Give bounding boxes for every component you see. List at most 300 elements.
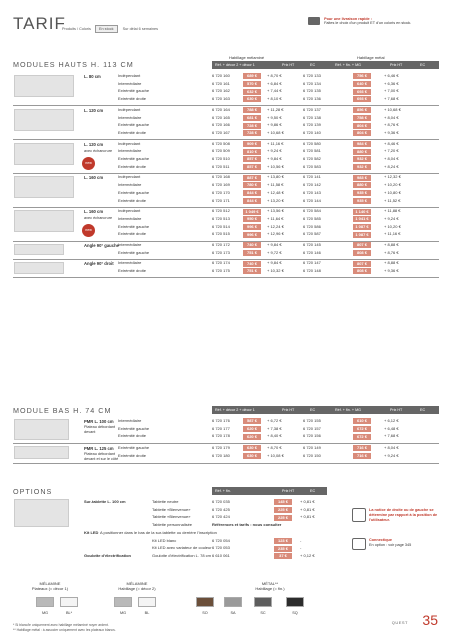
cell-desc: Extrémité droite	[118, 129, 147, 135]
orientation-icon	[352, 508, 366, 522]
cell-desc: Intermédiaire	[118, 80, 142, 86]
cell-ec: + 6,46 €	[384, 73, 399, 78]
color-swatch	[36, 597, 54, 607]
cell-ref: 6 720 508	[212, 140, 230, 146]
plug-icon	[352, 538, 366, 550]
section-title-options: OPTIONS	[13, 487, 53, 496]
swatch-code: SC	[260, 611, 266, 615]
cell-ec: + 8,76 €	[384, 249, 399, 255]
cell-price: 620 €	[243, 434, 261, 440]
color-swatch	[286, 597, 304, 607]
swatch-code: SA	[230, 611, 236, 615]
hdr-prix1: Prix HT	[282, 63, 295, 67]
cell-desc: Extrémité gauche	[118, 445, 150, 451]
hdr-ref1: Réf. + décor 2 + décor 1	[215, 63, 255, 67]
cell-ec: + 9,72 €	[267, 249, 282, 255]
cell-ec: + 9,50 €	[267, 114, 282, 120]
cell-price: 1 140 €	[353, 209, 371, 215]
cell-price: 630 €	[243, 453, 261, 459]
cell-desc: Extrémité droite	[118, 163, 147, 169]
cell-desc: Intermédiaire	[118, 148, 142, 154]
group-sublabel: devant et sur le côté	[84, 457, 119, 462]
option-desc: Kit LED avec variateur de couleur	[152, 545, 212, 551]
table-row	[0, 81, 452, 88]
cell-ec: + 11,28 €	[267, 106, 284, 112]
cell-ec: + 10,68 €	[267, 129, 284, 135]
swatch-code: MG	[41, 611, 49, 615]
delivery-text: Faites le choix d'un produit ET d'un coloris en stock.	[324, 21, 412, 25]
cell-price: 932 €	[353, 164, 371, 170]
cell-ref: 6 720 177	[212, 425, 230, 431]
cell-ec: + 9,36 €	[384, 129, 399, 135]
truck-icon	[308, 17, 320, 25]
cell-desc: Extrémité droite	[118, 268, 147, 274]
table-row	[0, 216, 452, 223]
swatch-code: BL	[144, 611, 150, 615]
cell-ec: + 13,80 €	[267, 174, 284, 180]
table-row	[0, 130, 452, 137]
swatch-group-1-sub: Plateaux (= décor 1)	[31, 586, 69, 591]
cell-ec: + 9,36 €	[384, 268, 399, 274]
cell-ec: + 0,81 €	[300, 499, 315, 504]
table-row	[0, 141, 452, 148]
swatch-group-3-title: MÉTAL**	[261, 581, 279, 586]
cell-ref: 6 720 149	[303, 445, 321, 451]
cell-ref: 6 720 054	[212, 537, 230, 543]
table-row	[0, 88, 452, 95]
cell-price: 672 €	[353, 434, 371, 440]
cell-price: 808 €	[353, 268, 371, 274]
cell-price: 751 €	[243, 250, 261, 256]
page-number: 35	[422, 612, 438, 628]
cell-ref: 6 720 176	[212, 418, 230, 423]
hdr-prix2: Prix HT	[390, 408, 403, 412]
cell-ref: 6 720 140	[303, 129, 321, 135]
cell-ref: 6 720 053	[212, 545, 230, 551]
cell-ec: -	[300, 545, 302, 551]
swatch-group-1-title: MÉLAMINE	[39, 581, 61, 586]
cell-ref: 6 720 160	[212, 73, 230, 78]
group-sublabel: avec échancrure	[84, 216, 113, 221]
cell-ec: + 8,46 €	[384, 140, 399, 146]
cell-ec: + 9,84 €	[267, 156, 282, 161]
hdr-prix2: Prix HT	[390, 63, 403, 67]
cell-ref: 6 720 145	[303, 242, 321, 247]
cell-ec: + 12,24 €	[267, 223, 284, 229]
table-row	[0, 208, 452, 215]
cell-ref: 6 720 164	[212, 106, 230, 112]
cell-ref: 6 720 172	[212, 242, 230, 247]
cell-ref: 6 720 178	[212, 433, 230, 439]
group-label: L. 80 cm	[84, 74, 101, 79]
cell-desc: Extrémité gauche	[118, 88, 150, 94]
table-row	[0, 156, 452, 163]
option-desc: A positionner dans le bas de la sur-tablette ou derrière l'inscription	[100, 529, 217, 535]
option-desc: Goulotte d'électrification L. 78 cm	[152, 552, 212, 558]
cell-ec: + 10,20 €	[384, 223, 401, 229]
cell-ec: + 8,70 €	[267, 445, 282, 451]
cell-ref: 6 610 061	[212, 552, 230, 558]
cell-ref: 6 720 179	[212, 445, 230, 451]
cell-price: 996 €	[243, 224, 261, 230]
color-swatch	[196, 597, 214, 607]
cell-ec: + 9,84 €	[267, 260, 282, 266]
cell-desc: Extrémité gauche	[118, 249, 150, 255]
cell-ec: + 10,08 €	[267, 452, 284, 458]
cell-ref: 6 720 582	[303, 156, 321, 161]
cell-ref: 6 720 035	[212, 499, 230, 504]
cell-ec: + 10,32 €	[267, 268, 284, 274]
cell-ref: 6 720 173	[212, 249, 230, 255]
cell-ref: 6 720 586	[303, 223, 321, 229]
cell-ec: + 9,86 €	[267, 122, 282, 128]
brand-name: QUEST	[391, 620, 408, 625]
info-orientation-text: La notice de droite ou de gauche se détermine par rapport à la position de l'utilisateur.	[369, 508, 438, 522]
cell-ec: + 0,81 €	[300, 506, 315, 512]
table-row	[0, 453, 452, 460]
table-row	[0, 426, 452, 433]
chip-in-stock: En stock	[95, 25, 118, 33]
cell-price: 587 €	[243, 418, 261, 424]
legend-label: Produits / Coloris	[62, 27, 91, 31]
cell-desc: Intermédiaire	[118, 242, 142, 247]
table-row	[0, 190, 452, 197]
option-label: Goulotte d'électrification	[84, 552, 131, 558]
cell-price: 672 €	[353, 426, 371, 432]
cell-ec: + 11,16 €	[384, 231, 401, 237]
section-title-bas: MODULE BAS H. 74 CM	[13, 406, 112, 415]
table-row	[0, 418, 452, 425]
cell-desc: Extrémité gauche	[118, 425, 150, 431]
cell-price: 751 €	[243, 268, 261, 274]
option-desc: Tablette «Bienvenue»	[152, 514, 191, 520]
hdr-ec1: EC	[310, 63, 316, 67]
option-label: Kit LED	[84, 529, 99, 535]
cell-ref: 6 720 138	[303, 114, 321, 120]
cell-price: 804 €	[353, 130, 371, 136]
row-divider	[13, 207, 439, 208]
cell-price: 610 €	[353, 418, 371, 424]
cell-price: 810 €	[243, 149, 261, 155]
hdr-prix: Prix HT	[282, 489, 295, 493]
cell-price: 807 €	[353, 242, 371, 248]
cell-ec: + 7,38 €	[267, 425, 282, 431]
cell-desc: Intermédiaire	[118, 215, 142, 221]
cell-ec: + 7,68 €	[384, 433, 399, 439]
table-row	[0, 250, 452, 257]
table-row	[0, 260, 452, 267]
cell-price: 1 049 €	[243, 209, 261, 215]
swatch-group-2-title: MÉLAMINE	[126, 581, 148, 586]
cell-ref: 6 720 163	[212, 96, 230, 102]
cell-price: 123 €	[274, 538, 292, 544]
cell-price: 37 €	[274, 553, 292, 559]
cell-ref: 6 720 147	[303, 260, 321, 266]
cell-desc: Indépendant	[118, 106, 141, 112]
table-row	[0, 433, 452, 440]
cell-ref: 6 720 174	[212, 260, 230, 266]
cell-price: 570 €	[243, 81, 261, 87]
color-swatch	[254, 597, 272, 607]
group-label: L. 160 cm	[84, 175, 104, 181]
cell-ref: 6 720 167	[212, 129, 230, 135]
cell-ec: + 6,48 €	[384, 425, 399, 431]
col-group-metal: Habillage métal	[357, 55, 385, 60]
swatch-code: SQ	[292, 611, 298, 615]
cell-price: 689 €	[243, 73, 261, 79]
cell-desc: Indépendant	[118, 73, 141, 78]
cell-ref: 6 720 171	[212, 197, 230, 203]
swatch-code: BL*	[65, 611, 73, 615]
cell-ec: + 8,70 €	[267, 73, 282, 78]
cell-price: 880 €	[353, 149, 371, 155]
hdr-ec: EC	[310, 489, 316, 493]
cell-price: 808 €	[353, 250, 371, 256]
info-connectique-title: Connectique	[369, 538, 392, 542]
cell-ec: + 13,56 €	[267, 208, 284, 214]
cell-ref: 6 720 512	[212, 208, 230, 214]
color-swatch	[60, 597, 78, 607]
cell-desc: Indépendant	[118, 208, 141, 214]
cell-price: 693 €	[353, 96, 371, 102]
cell-ec: + 7,68 €	[384, 96, 399, 102]
cell-ref: 6 720 584	[303, 208, 321, 214]
cell-ref: 6 720 157	[303, 425, 321, 431]
cell-price: 728 €	[243, 130, 261, 136]
cell-desc: Extrémité gauche	[118, 223, 150, 229]
cell-desc: Extrémité gauche	[118, 156, 150, 161]
group-label: PMR L. 100 cm	[84, 419, 114, 424]
cell-price: 844 €	[243, 190, 261, 196]
cell-ec: + 0,81 €	[300, 514, 315, 520]
color-swatch	[224, 597, 242, 607]
cell-ec: + 10,20 €	[384, 182, 401, 188]
table-row	[0, 231, 452, 238]
cell-desc: Indépendant	[118, 140, 141, 146]
option-label: Sur-tablette L. 100 cm	[84, 499, 126, 504]
table-row	[0, 530, 452, 537]
cell-price: 632 €	[243, 89, 261, 95]
group-sublabel: Plateau débordant	[84, 425, 116, 429]
cell-ref: 6 720 135	[303, 88, 321, 94]
cell-price: 880 €	[353, 182, 371, 188]
cell-price: 788 €	[243, 107, 261, 113]
cell-ref: 6 720 581	[303, 148, 321, 154]
option-desc: Tablette personnalisée	[152, 522, 193, 528]
cell-ec: + 7,20 €	[384, 148, 399, 154]
cell-price: 225 €	[274, 507, 292, 513]
table-row	[0, 148, 452, 155]
cell-price: 909 €	[243, 141, 261, 147]
cell-desc: Extrémité droite	[118, 231, 147, 237]
table-row	[0, 96, 452, 103]
cell-ec: + 12,96 €	[267, 231, 284, 237]
group-label: L. 120 cm	[84, 141, 104, 147]
cell-ec: + 13,20 €	[267, 197, 284, 203]
cell-ec: -	[300, 537, 302, 543]
product-legend	[62, 25, 158, 33]
group-label: Angle 90° droit	[84, 261, 114, 267]
swatch-group-2-sub: Habillage (= décor 2)	[118, 586, 156, 591]
cell-ref: 6 720 587	[303, 231, 321, 237]
table-row	[0, 198, 452, 205]
cell-ref: 6 720 155	[303, 418, 321, 423]
cell-price: 740 €	[243, 261, 261, 267]
table-row	[0, 107, 452, 114]
cell-price: 225 €	[274, 515, 292, 521]
cell-ref: 6 720 580	[303, 140, 321, 146]
row-divider	[13, 277, 439, 278]
table-row	[0, 164, 452, 171]
swatch-group-1	[30, 581, 70, 591]
cell-ec: + 11,16 €	[267, 140, 284, 146]
cell-ref: 6 720 137	[303, 106, 321, 112]
cell-price: 620 €	[243, 426, 261, 432]
cell-price: 857 €	[243, 164, 261, 170]
cell-ec: + 6,36 €	[384, 80, 399, 86]
cell-price: 630 €	[243, 445, 261, 451]
cell-price: 630 €	[243, 96, 261, 102]
cell-ref: 6 720 133	[303, 73, 321, 78]
swatch-group-3	[245, 581, 295, 591]
chip-6-weeks: Sur délai 6 semaines	[122, 27, 159, 31]
footnote-1: * Si blanc/le uniquement avec habillage mélaminé noyer ardent.	[13, 623, 109, 627]
cell-ref: 6 720 134	[303, 80, 321, 86]
cell-ec: + 9,24 €	[384, 215, 399, 221]
cell-price: 807 €	[353, 261, 371, 267]
cell-desc: Extrémité droite	[118, 96, 147, 102]
cell-price: 1 087 €	[353, 224, 371, 230]
cell-price: 728 €	[243, 123, 261, 129]
swatch-code: SO	[202, 611, 208, 615]
section-title-hauts: MODULES HAUTS H. 113 CM	[13, 60, 134, 69]
cell-price: 640 €	[353, 81, 371, 87]
cell-ref: 6 720 515	[212, 231, 230, 237]
cell-price: 758 €	[353, 115, 371, 121]
table-row	[0, 553, 452, 560]
hdr-ec1: EC	[310, 408, 316, 412]
table-row	[0, 182, 452, 189]
cell-price: 716 €	[353, 453, 371, 459]
color-swatch	[138, 597, 156, 607]
hdr-ref1: Réf. + décor 2 + décor 1	[215, 408, 255, 412]
cell-ec: + 11,88 €	[384, 208, 401, 214]
group-label: Angle 90° gauche	[84, 243, 119, 248]
cell-ref: 6 720 139	[303, 122, 321, 128]
cell-ref: 6 720 142	[303, 182, 321, 188]
cell-ec: + 8,76 €	[384, 122, 399, 128]
cell-ref: 6 720 144	[303, 197, 321, 203]
options-header-bar	[212, 487, 327, 495]
cell-ec: + 12,32 €	[384, 174, 401, 180]
cell-ec: + 11,58 €	[267, 182, 284, 188]
page-title: TARIF	[13, 14, 66, 33]
row-divider	[13, 139, 439, 140]
cell-ref: 6 720 510	[212, 156, 230, 161]
cell-ec: + 6,72 €	[267, 418, 282, 423]
cell-desc: Intermédiaire	[118, 182, 142, 188]
cell-ref: 6 720 585	[303, 215, 321, 221]
table-row	[0, 122, 452, 129]
cell-ec: + 12,48 €	[267, 189, 284, 195]
cell-price: 935 €	[353, 190, 371, 196]
cell-ec: + 8,04 €	[384, 156, 399, 161]
cell-desc: Intermédiaire	[118, 418, 142, 423]
cell-price: 932 €	[353, 156, 371, 162]
cell-ec: + 9,24 €	[384, 452, 399, 458]
col-group-melamine: Habillage mélaminé	[229, 55, 265, 60]
cell-ref: 6 720 166	[212, 122, 230, 128]
cell-ref: 6 720 162	[212, 88, 230, 94]
hdr-ec2: EC	[420, 63, 426, 67]
cell-ref: 6 720 513	[212, 215, 230, 221]
cell-desc: Indépendant	[118, 174, 141, 180]
cell-price: 887 €	[243, 175, 261, 181]
cell-ec: + 9,24 €	[267, 148, 282, 154]
cell-ref: 6 720 143	[303, 189, 321, 195]
cell-ref: 6 720 165	[212, 114, 230, 120]
cell-ec: + 7,44 €	[267, 88, 282, 94]
cell-ec: + 10,80 €	[384, 189, 401, 195]
cell-ec: + 8,04 €	[384, 114, 399, 120]
group-label: L. 160 cm	[84, 209, 104, 215]
table-row	[0, 174, 452, 181]
color-swatch	[114, 597, 132, 607]
cell-ref: 6 720 425	[212, 506, 230, 512]
cell-ref: 6 720 150	[303, 452, 321, 458]
cell-desc: Extrémité droite	[118, 452, 147, 458]
cell-ec: + 8,40 €	[267, 433, 282, 439]
cell-ref: 6 720 180	[212, 452, 230, 458]
cell-ref: 6 720 148	[303, 268, 321, 274]
cell-ref: 6 720 175	[212, 268, 230, 274]
row-divider	[13, 105, 439, 106]
cell-ec: + 8,24 €	[384, 163, 399, 169]
cell-desc: Extrémité droite	[118, 197, 147, 203]
info-connectique-text: En option : voir page 345	[369, 543, 412, 547]
option-desc: Tablette neutre	[152, 499, 179, 504]
hdr-ec2: EC	[420, 408, 426, 412]
swatch-code: MG	[119, 611, 127, 615]
cell-ref: 6 720 161	[212, 80, 230, 86]
cell-ec: + 6,84 €	[267, 80, 282, 86]
cell-ref: 6 720 156	[303, 433, 321, 439]
cell-ec: + 10,68 €	[384, 106, 401, 112]
row-divider	[13, 173, 439, 174]
cell-price: 1 087 €	[353, 232, 371, 238]
cell-ec: + 8,04 €	[384, 445, 399, 451]
cell-price: 716 €	[353, 445, 371, 451]
cell-ec: + 8,10 €	[267, 96, 282, 102]
cell-price: 996 €	[243, 232, 261, 238]
cell-ref: 6 720 424	[212, 514, 230, 520]
cell-price: 983 €	[353, 175, 371, 181]
hdr-ref2: Réf. + fin. + MG	[335, 63, 362, 67]
table-row	[0, 268, 452, 275]
cell-ec: + 11,52 €	[384, 197, 401, 203]
cell-ec: + 0,12 €	[300, 552, 315, 558]
cell-price: 1 041 €	[353, 216, 371, 222]
option-desc: Tablette «Bienvenue»	[152, 506, 191, 512]
cell-ref: 6 720 509	[212, 148, 230, 154]
cell-price: 693 €	[353, 89, 371, 95]
cell-desc: Extrémité droite	[118, 433, 147, 439]
row-divider	[13, 241, 439, 242]
cell-price: 844 €	[243, 198, 261, 204]
row-divider	[13, 259, 439, 260]
row-divider	[13, 463, 439, 464]
cell-price: 804 €	[353, 123, 371, 129]
